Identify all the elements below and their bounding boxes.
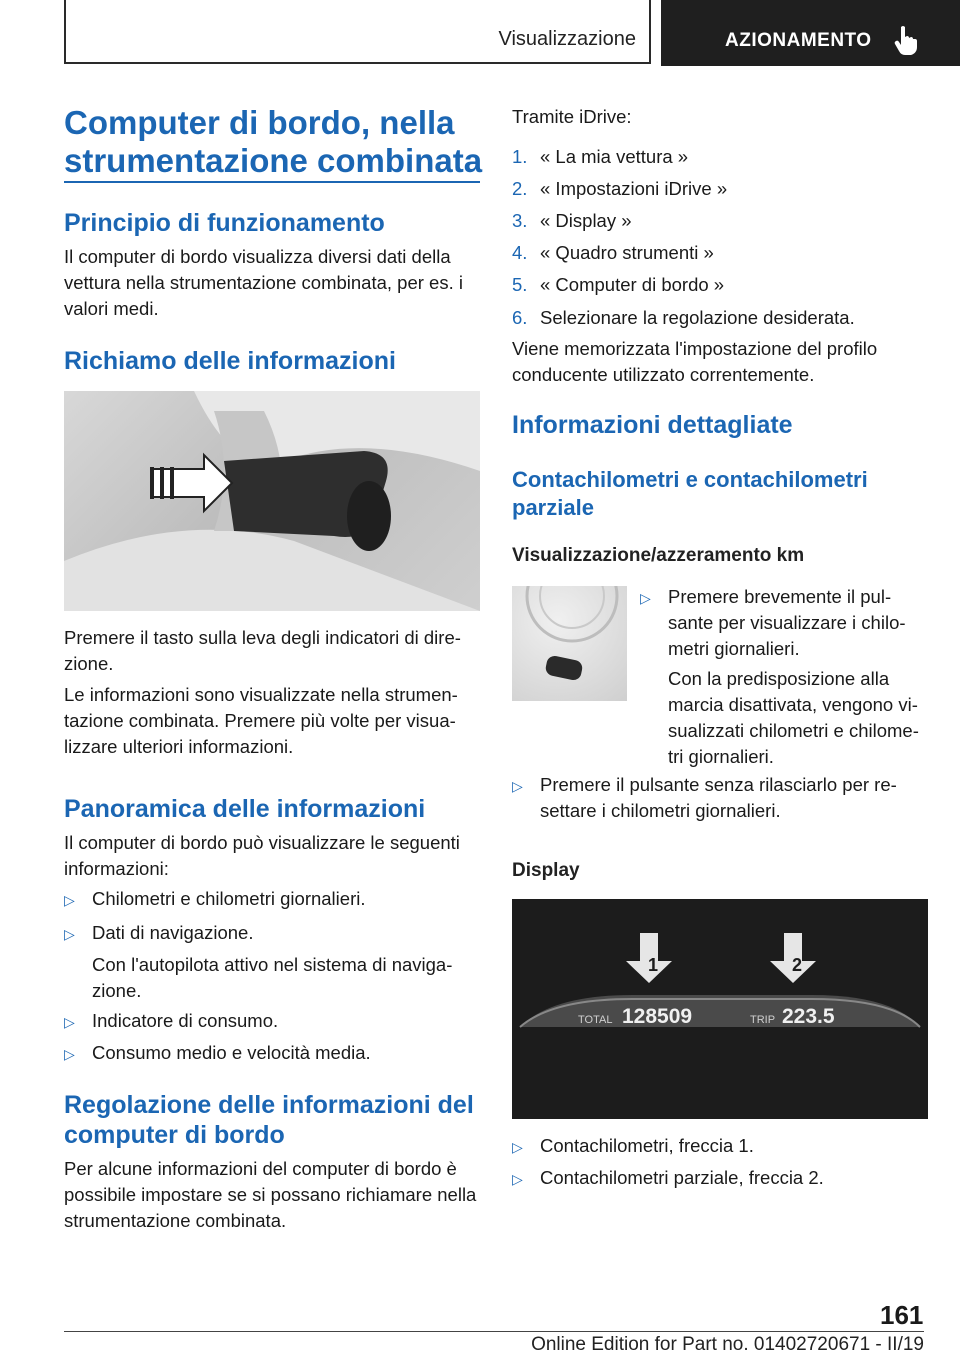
principle-heading: Principio di funzionamento <box>64 209 385 237</box>
header-section-title: Visualizzazione <box>498 28 636 50</box>
overview-heading: Panoramica delle informazioni <box>64 795 426 823</box>
trip-label: TRIP <box>750 1014 776 1026</box>
list-item <box>640 584 930 659</box>
footer-rule <box>64 1331 924 1332</box>
settings-heading: Regolazione delle informazioni del computer di bordo <box>64 1091 474 1149</box>
details-heading: Informazioni dettagliate <box>512 411 793 439</box>
list-item <box>64 920 484 947</box>
step-text: « Display » <box>540 210 632 231</box>
footer-edition: Online Edition for Part no. 01402720671 - II/19 <box>531 1334 924 1355</box>
step-item <box>512 272 932 298</box>
step-number: 6. <box>512 307 528 328</box>
step-text: « Impostazioni iDrive » <box>540 178 728 199</box>
nav-note: Con l'autopilota attivo nel sistema di naviga-zione. <box>92 954 453 1001</box>
bullet-icon: ▷ <box>640 590 651 606</box>
bullet-icon: ▷ <box>512 1139 523 1155</box>
step-number: 3. <box>512 210 528 231</box>
step-item <box>512 208 932 234</box>
reset-heading: Visualizzazione/azzeramento km <box>512 545 805 566</box>
trip-button-image <box>512 586 627 701</box>
list-item <box>64 1040 484 1067</box>
bullet-icon: ▷ <box>64 926 75 942</box>
step-item <box>512 176 932 202</box>
hand-pointer-icon <box>893 25 919 55</box>
list-item-text: Premere brevemente il pul-sante per visualizzare i chilo-metri giornalieri. <box>668 586 906 659</box>
display-heading: Display <box>512 860 580 881</box>
idrive-intro: Tramite iDrive: <box>512 106 632 127</box>
odometer-heading: Contachilometri e contachilometri parziale <box>512 467 868 520</box>
page-title: Computer di bordo, nella strumentazione combinata <box>64 104 483 179</box>
bullet-icon: ▷ <box>64 1046 75 1062</box>
step-item <box>512 144 932 170</box>
list-item-text: Consumo medio e velocità media. <box>92 1042 371 1063</box>
bullet-icon: ▷ <box>512 778 523 794</box>
settings-text: Per alcune informazioni del computer di bordo è possibile impostare se si possano richiamare nella strumentazione combinata. <box>64 1158 477 1231</box>
page-number: 161 <box>880 1300 924 1330</box>
list-item-text: Dati di navigazione. <box>92 922 254 943</box>
list-item-text: Indicatore di consumo. <box>92 1010 279 1031</box>
recall-heading: Richiamo delle informazioni <box>64 347 396 375</box>
list-item-text: Contachilometri parziale, freccia 2. <box>540 1167 824 1188</box>
step-text: « Quadro strumenti » <box>540 242 714 263</box>
header-left-rule <box>64 0 66 64</box>
trip-value: 223.5 <box>782 1005 835 1028</box>
step-item <box>512 240 932 266</box>
recall-text-1: Premere il tasto sulla leva degli indicatori di dire-zione. <box>64 627 461 674</box>
list-item <box>512 1165 932 1192</box>
list-item <box>512 772 932 821</box>
bullet-icon: ▷ <box>64 892 75 908</box>
arrow-2-label: 2 <box>791 955 803 975</box>
turn-signal-lever-image <box>64 391 480 611</box>
step-number: 1. <box>512 146 528 167</box>
step-number: 4. <box>512 242 528 263</box>
step-number: 5. <box>512 274 528 295</box>
list-item <box>64 886 484 913</box>
step-text: « La mia vettura » <box>540 146 689 167</box>
bullet-icon: ▷ <box>512 1171 523 1187</box>
header-bottom-rule <box>64 62 649 64</box>
principle-text: Il computer di bordo visualizza diversi dati della vettura nella strumentazione combinata, per es. i valori medi. <box>64 246 463 319</box>
step-text: Selezionare la regolazione desiderata. <box>540 307 855 328</box>
bullet-icon: ▷ <box>64 1014 75 1030</box>
total-value: 128509 <box>622 1005 693 1028</box>
total-label: TOTAL <box>578 1014 613 1026</box>
list-item-text: Contachilometri, freccia 1. <box>540 1135 754 1156</box>
title-rule <box>64 181 480 183</box>
step-number: 2. <box>512 178 528 199</box>
chapter-label: AZIONAMENTO <box>725 30 872 51</box>
list-item-text: Chilometri e chilometri giornalieri. <box>92 888 366 909</box>
profile-text: Viene memorizzata l'impostazione del profilo conducente utilizzato correntemente. <box>512 338 878 385</box>
recall-text-2: Le informazioni sono visualizzate nella strumen-tazione combinata. Premere più volte per visua-lizzare ulteriori informazioni. <box>64 684 458 757</box>
odometer-display-image <box>512 899 928 1119</box>
reset-note: Con la predisposizione alla marcia disattivata, vengono vi-sualizzati chilometri e chilome-tri giornalieri. <box>668 668 919 767</box>
step-item <box>512 305 932 331</box>
header-tab-divider <box>649 0 651 64</box>
list-item <box>512 1133 932 1160</box>
list-item-text: Premere il pulsante senza rilasciarlo per re-settare i chilometri giornalieri. <box>540 774 897 821</box>
list-item <box>64 1008 484 1035</box>
overview-text: Il computer di bordo può visualizzare le seguenti informazioni: <box>64 832 460 879</box>
step-text: « Computer di bordo » <box>540 274 725 295</box>
header-chapter-tab <box>661 0 960 66</box>
arrow-1-label: 1 <box>647 955 659 975</box>
